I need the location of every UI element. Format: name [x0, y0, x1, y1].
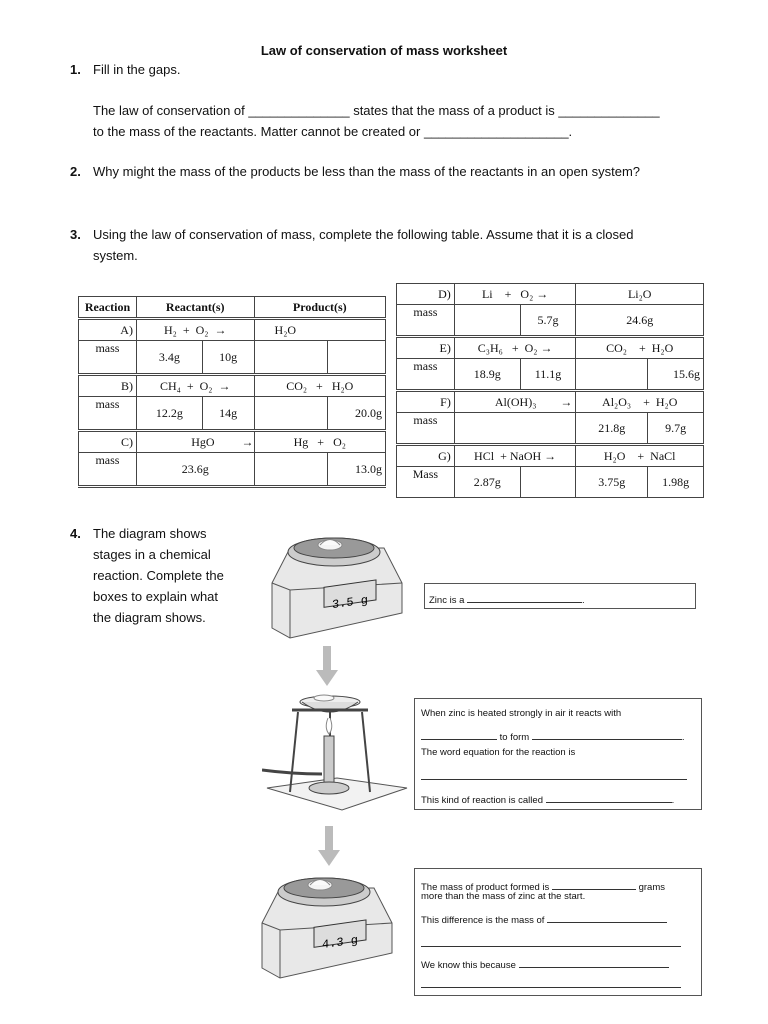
- scale-1-reading: 3.5 g: [332, 593, 368, 613]
- row-d-equation-reactants: Li + O₂ →: [454, 284, 576, 305]
- arrow-icon: →: [544, 448, 557, 463]
- row-g-mass-3: 3.75g: [576, 467, 648, 498]
- question-1-line2: to the mass of the reactants. Matter cannot be created or ____________________.: [93, 124, 573, 139]
- reactant-1: H₂: [163, 322, 177, 337]
- row-b-mass-1: 12.2g: [136, 397, 202, 431]
- reaction-table-right: [396, 283, 704, 498]
- question-4-text: [93, 523, 224, 628]
- plus-sign: +: [182, 322, 190, 337]
- row-e-mass-3[interactable]: [576, 359, 648, 391]
- row-c-equation-reactants: HgO →: [136, 431, 254, 453]
- arrow-icon: →: [241, 434, 254, 449]
- row-g-mass-4: 1.98g: [648, 467, 704, 498]
- arrow-icon: →: [214, 322, 227, 337]
- row-f-mass-4: 9.7g: [648, 413, 704, 445]
- row-c-mass-3[interactable]: [254, 453, 328, 487]
- row-g-equation-products: H₂O + NaCl: [576, 445, 704, 467]
- row-c-mass-4: 13.0g: [328, 453, 386, 487]
- row-a-mass-3[interactable]: [254, 341, 328, 375]
- row-d-label: D): [397, 284, 455, 305]
- header-reaction: Reaction: [79, 297, 137, 319]
- row-e-mass-label: mass: [397, 359, 455, 391]
- page-title: Law of conservation of mass worksheet: [260, 43, 508, 58]
- question-1-prompt: Fill in the gaps.: [93, 62, 181, 77]
- row-g-mass-1: 2.87g: [454, 467, 520, 498]
- row-f-label: F): [397, 391, 455, 413]
- box-2-line4: This kind of reaction is called .: [421, 792, 674, 807]
- row-a-mass-label: mass: [79, 341, 137, 375]
- bunsen-burner-icon: [262, 688, 412, 813]
- row-g-equation-reactants: HCl + NaOH →: [454, 445, 576, 467]
- question-1-line1: The law of conservation of ______________ states that the mass of a product is ______________: [93, 103, 660, 118]
- question-3-line1: Using the law of conservation of mass, complete the following table. Assume that it is a closed: [93, 227, 634, 242]
- box-2-line1: When zinc is heated strongly in air it reacts with: [421, 708, 622, 719]
- row-e-mass-1: 18.9g: [454, 359, 520, 391]
- row-f-mass-label: mass: [397, 413, 455, 445]
- row-d-mass-2: 5.7g: [520, 305, 576, 337]
- reactant-2: O₂: [195, 322, 209, 337]
- down-arrow-icon: [318, 826, 340, 868]
- row-a-mass-1: 3.4g: [136, 341, 202, 375]
- scale-2-reading: 4.3 g: [322, 933, 358, 953]
- row-e-equation-products: CO₂ + H₂O: [576, 337, 704, 359]
- question-4-line: stages in a chemical: [93, 547, 211, 562]
- box-1-text: Zinc is a: [429, 595, 465, 606]
- row-f-mass-1[interactable]: [454, 413, 576, 445]
- row-b-mass-2: 14g: [202, 397, 254, 431]
- row-a-mass-4[interactable]: [328, 341, 386, 375]
- row-b-mass-label: mass: [79, 397, 137, 431]
- answer-box-3[interactable]: [414, 868, 702, 996]
- row-d-mass-1[interactable]: [454, 305, 520, 337]
- question-4-line: the diagram shows.: [93, 610, 206, 625]
- row-d-mass-3: 24.6g: [576, 305, 704, 337]
- row-b-equation-products: CO₂ + H₂O: [254, 375, 385, 397]
- arrow-icon: →: [540, 340, 553, 355]
- box-3-line1: The mass of product formed is grams: [421, 879, 665, 894]
- row-a-label: A): [79, 319, 137, 341]
- row-b-mass-3[interactable]: [254, 397, 328, 431]
- question-2-number: 2.: [70, 164, 81, 179]
- row-e-label: E): [397, 337, 455, 359]
- row-b-equation-reactants: CH₄ + O₂ →: [136, 375, 254, 397]
- balance-scale-icon: [252, 868, 402, 983]
- row-e-mass-2: 11.1g: [520, 359, 576, 391]
- box-2-line2: to form .: [421, 729, 684, 744]
- header-products: Product(s): [254, 297, 385, 319]
- row-c-mass-label: mass: [79, 453, 137, 487]
- answer-box-1[interactable]: Zinc is a .: [424, 583, 696, 609]
- question-3-number: 3.: [70, 227, 81, 242]
- row-d-equation-products: Li₂O: [576, 284, 704, 305]
- box-2-blank-line: [421, 778, 687, 780]
- row-f-mass-3: 21.8g: [576, 413, 648, 445]
- question-4-number: 4.: [70, 526, 81, 541]
- row-d-mass-label: mass: [397, 305, 455, 337]
- down-arrow-icon: [316, 646, 338, 688]
- box-3-blank-line: [421, 945, 681, 947]
- arrow-icon: →: [218, 378, 231, 393]
- question-1-number: 1.: [70, 62, 81, 77]
- box-3-line4: We know this because: [421, 957, 669, 972]
- arrow-icon: →: [560, 394, 573, 409]
- question-3-line2: system.: [93, 248, 138, 263]
- answer-box-2[interactable]: [414, 698, 702, 810]
- row-b-label: B): [79, 375, 137, 397]
- question-4-line: boxes to explain what: [93, 589, 219, 604]
- box-3-blank-line: [421, 986, 681, 988]
- box-3-line3: This difference is the mass of: [421, 912, 667, 927]
- row-c-label: C): [79, 431, 137, 453]
- row-c-equation-products: Hg + O₂: [254, 431, 385, 453]
- row-b-mass-4: 20.0g: [328, 397, 386, 431]
- row-e-mass-4: 15.6g: [648, 359, 704, 391]
- row-g-mass-label: Mass: [397, 467, 455, 498]
- row-a-equation-products: [254, 319, 385, 341]
- reaction-table-left: [78, 296, 386, 488]
- row-f-equation-reactants: Al(OH)₃ →: [454, 391, 576, 413]
- balance-scale-icon: [262, 528, 412, 643]
- row-a-mass-2: 10g: [202, 341, 254, 375]
- row-c-mass-1: 23.6g: [136, 453, 254, 487]
- row-g-label: G): [397, 445, 455, 467]
- box-3-line2: more than the mass of zinc at the start.: [421, 891, 586, 902]
- question-4-line: reaction. Complete the: [93, 568, 224, 583]
- product-1: H₂O: [274, 322, 297, 337]
- question-4-line: The diagram shows: [93, 526, 207, 541]
- row-g-mass-2[interactable]: [520, 467, 576, 498]
- header-reactants: Reactant(s): [136, 297, 254, 319]
- question-2-text: Why might the mass of the products be less than the mass of the reactants in an open system?: [93, 164, 641, 179]
- row-e-equation-reactants: C₃H₆ + O₂ →: [454, 337, 576, 359]
- row-a-equation-reactants: [136, 319, 254, 341]
- row-f-equation-products: Al₂O₃ + H₂O: [576, 391, 704, 413]
- box-2-line3: The word equation for the reaction is: [421, 747, 576, 758]
- arrow-icon: →: [536, 286, 549, 301]
